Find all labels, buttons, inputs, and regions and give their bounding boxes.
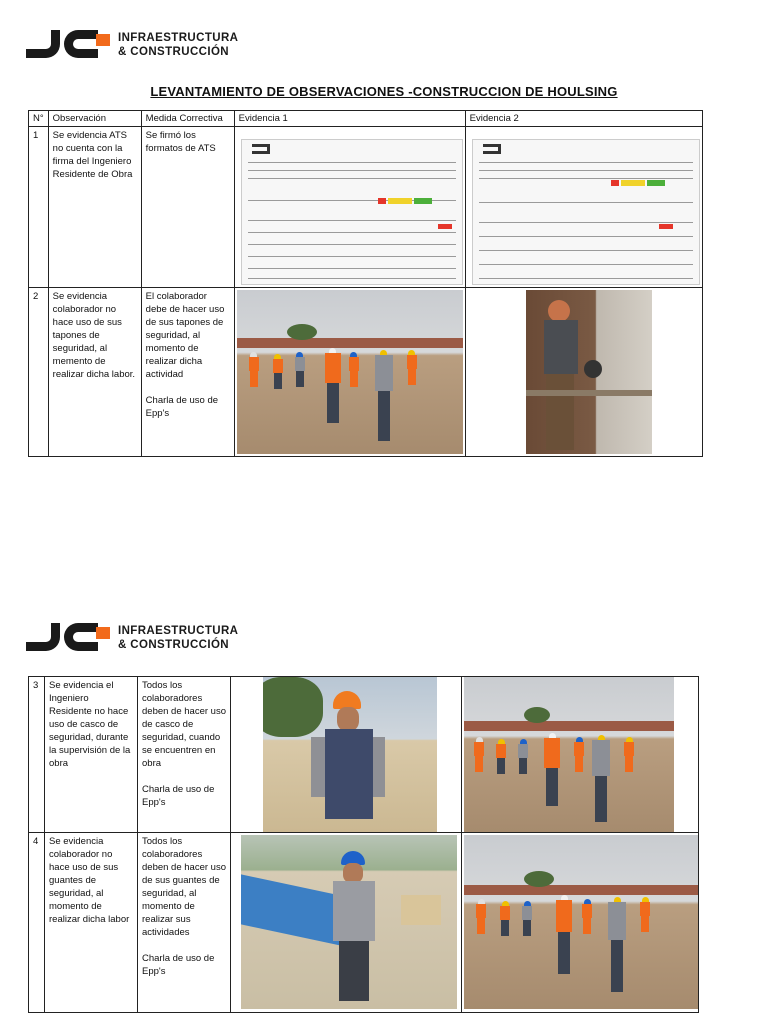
evidence-2-cell: [465, 127, 702, 288]
observations-table-2: [28, 676, 699, 1013]
row-observation: Se evidencia ATS no cuenta con la firma del Ingeniero Residente de Obra: [48, 127, 141, 288]
logo-text: [118, 31, 238, 59]
jc-logo-mark: [26, 30, 110, 60]
ats-form-image: [241, 139, 463, 285]
resident-engineer-photo: [263, 677, 437, 832]
row-num: 2: [29, 288, 49, 457]
row-num: 3: [29, 677, 45, 833]
evidence-2-cell: [462, 833, 699, 1013]
evidence-2-cell: [462, 677, 699, 833]
row-observation: Se evidencia el Ingeniero Residente no hace uso de casco de seguridad, durante la supervisión de la obra: [45, 677, 138, 833]
worker-without-gloves-photo: [241, 835, 457, 1009]
row-corrective: Todos los colaboradores deben de hacer uso de sus guantes de seguridad, al momento de realizar sus actividades Charla de uso de Epp's: [138, 833, 231, 1013]
logo-line1: INFRAESTRUCTURA: [118, 32, 239, 44]
workers-safety-talk-photo: [237, 290, 463, 454]
jc-logo-mark: [26, 623, 110, 653]
observations-table-1: [28, 110, 703, 457]
table-header-row: [29, 111, 703, 127]
company-logo: [26, 620, 238, 656]
evidence-1-cell: [231, 677, 462, 833]
row-observation: Se evidencia colaborador no hace uso de sus tapones de seguridad, al memento de realizar dicha labor.: [48, 288, 141, 457]
row-corrective: Se firmó los formatos de ATS: [141, 127, 234, 288]
workers-safety-talk-photo: [464, 677, 674, 832]
row-num: 4: [29, 833, 45, 1013]
evidence-1-cell: [234, 288, 465, 457]
table-row: [29, 127, 703, 288]
col-header-num: N°: [29, 111, 49, 127]
col-header-corrective: Medida Correctiva: [141, 111, 234, 127]
worker-grinding-photo: [526, 290, 652, 454]
col-header-evidence-2: Evidencia 2: [465, 111, 702, 127]
row-corrective: El colaborador debe de hacer uso de sus tapones de seguridad, al momento de realizar dicha actividad Charla de uso de Epp's: [141, 288, 234, 457]
table-row: [29, 288, 703, 457]
logo-text: [118, 624, 238, 652]
evidence-1-cell: [234, 127, 465, 288]
evidence-2-cell: [465, 288, 702, 457]
company-logo: [26, 27, 238, 63]
table-row: [29, 833, 699, 1013]
workers-safety-talk-photo: [464, 835, 698, 1009]
logo-line2: & CONSTRUCCIÓN: [118, 46, 230, 58]
col-header-evidence-1: Evidencia 1: [234, 111, 465, 127]
row-num: 1: [29, 127, 49, 288]
ats-form-image: [472, 139, 700, 285]
row-corrective: Todos los colaboradores deben de hacer uso de casco de seguridad, cuando se encuentren en obra Charla de uso de Epp's: [138, 677, 231, 833]
document-title: LEVANTAMIENTO DE OBSERVACIONES -CONSTRUCCION DE HOULSING: [150, 84, 618, 99]
evidence-1-cell: [231, 833, 462, 1013]
logo-line2: & CONSTRUCCIÓN: [118, 639, 230, 651]
table-row: [29, 677, 699, 833]
logo-line1: INFRAESTRUCTURA: [118, 625, 239, 637]
col-header-observation: Observación: [48, 111, 141, 127]
row-observation: Se evidencia colaborador no hace uso de sus guantes de seguridad, al momento de realizar dicha labor: [45, 833, 138, 1013]
